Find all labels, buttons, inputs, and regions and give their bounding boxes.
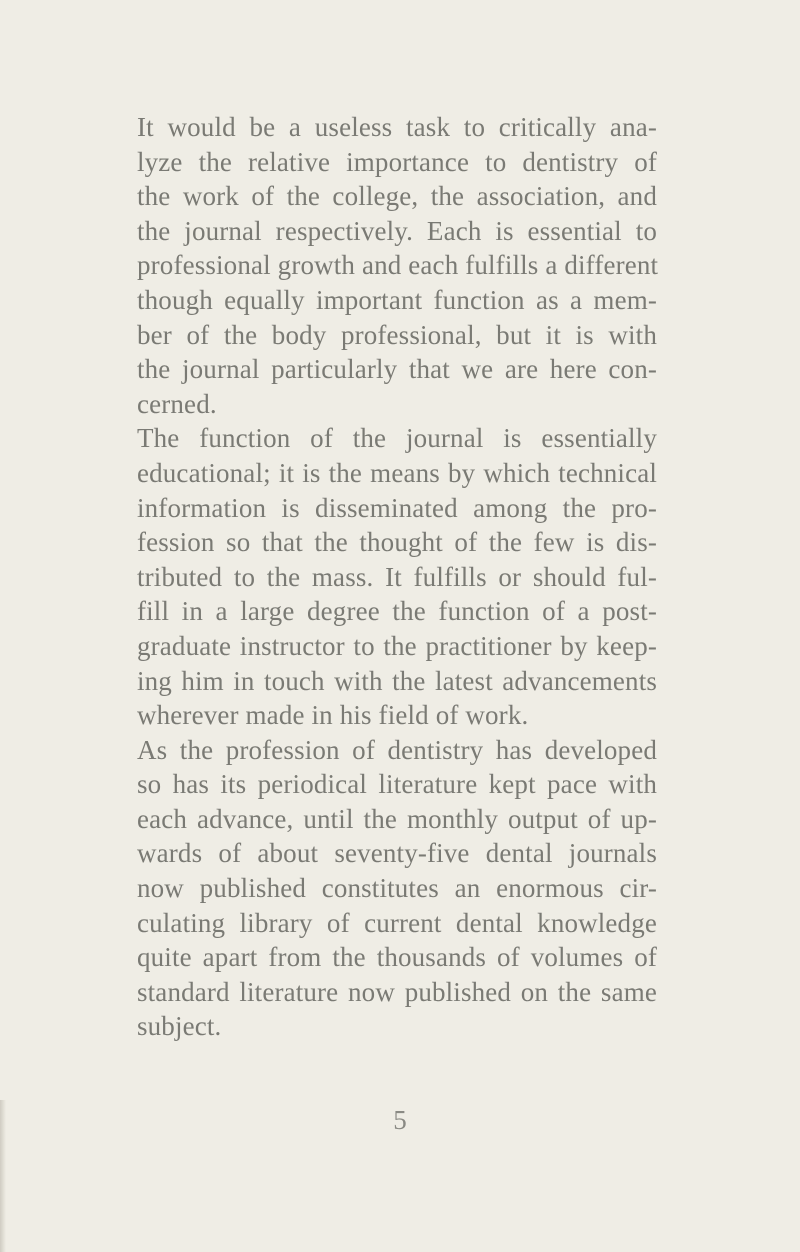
text-line: cerned. bbox=[137, 388, 217, 419]
text-line: subject. bbox=[137, 1011, 222, 1042]
text-line: so has its periodical literature kept pace with bbox=[137, 769, 657, 800]
text-line: quite apart from the thousands of volumes of bbox=[137, 942, 657, 973]
text-line: the journal particularly that we are here con- bbox=[137, 354, 657, 385]
text-line: As the profession of dentistry has developed bbox=[137, 734, 657, 765]
text-line: tributed to the mass. It fulfills or should ful- bbox=[137, 561, 657, 592]
text-line: ing him in touch with the latest advancements bbox=[137, 665, 657, 696]
body-text bbox=[137, 110, 657, 1044]
text-line: fession so that the thought of the few is dis- bbox=[137, 527, 657, 558]
text-line: culating library of current dental knowledge bbox=[137, 907, 657, 938]
text-line: educational; it is the means by which technical bbox=[137, 457, 657, 488]
text-line: It would be a useless task to critically ana- bbox=[137, 112, 657, 142]
text-line: wards of about seventy-five dental journals bbox=[137, 838, 657, 869]
page-number: 5 bbox=[393, 1105, 407, 1135]
text-line: standard literature now published on the same bbox=[137, 976, 657, 1007]
text-line: ber of the body professional, but it is with bbox=[137, 319, 657, 350]
text-line: The function of the journal is essentially bbox=[137, 423, 657, 454]
text-line: now published constitutes an enormous cir- bbox=[137, 873, 657, 904]
text-line: professional growth and each fulfills a different bbox=[137, 250, 659, 281]
page-gutter-shadow bbox=[0, 1100, 6, 1252]
text-line: graduate instructor to the practitioner by keep- bbox=[137, 630, 657, 661]
text-line: wherever made in his field of work. bbox=[137, 700, 529, 731]
text-line: though equally important function as a mem- bbox=[137, 284, 657, 315]
text-line: the work of the college, the association, and bbox=[137, 181, 657, 212]
text-line: each advance, until the monthly output of up- bbox=[137, 803, 657, 834]
text-line: fill in a large degree the function of a post- bbox=[137, 596, 657, 627]
text-line: information is disseminated among the pro- bbox=[137, 492, 657, 523]
text-line: lyze the relative importance to dentistry of bbox=[137, 146, 657, 177]
text-line: the journal respectively. Each is essential to bbox=[137, 215, 657, 246]
